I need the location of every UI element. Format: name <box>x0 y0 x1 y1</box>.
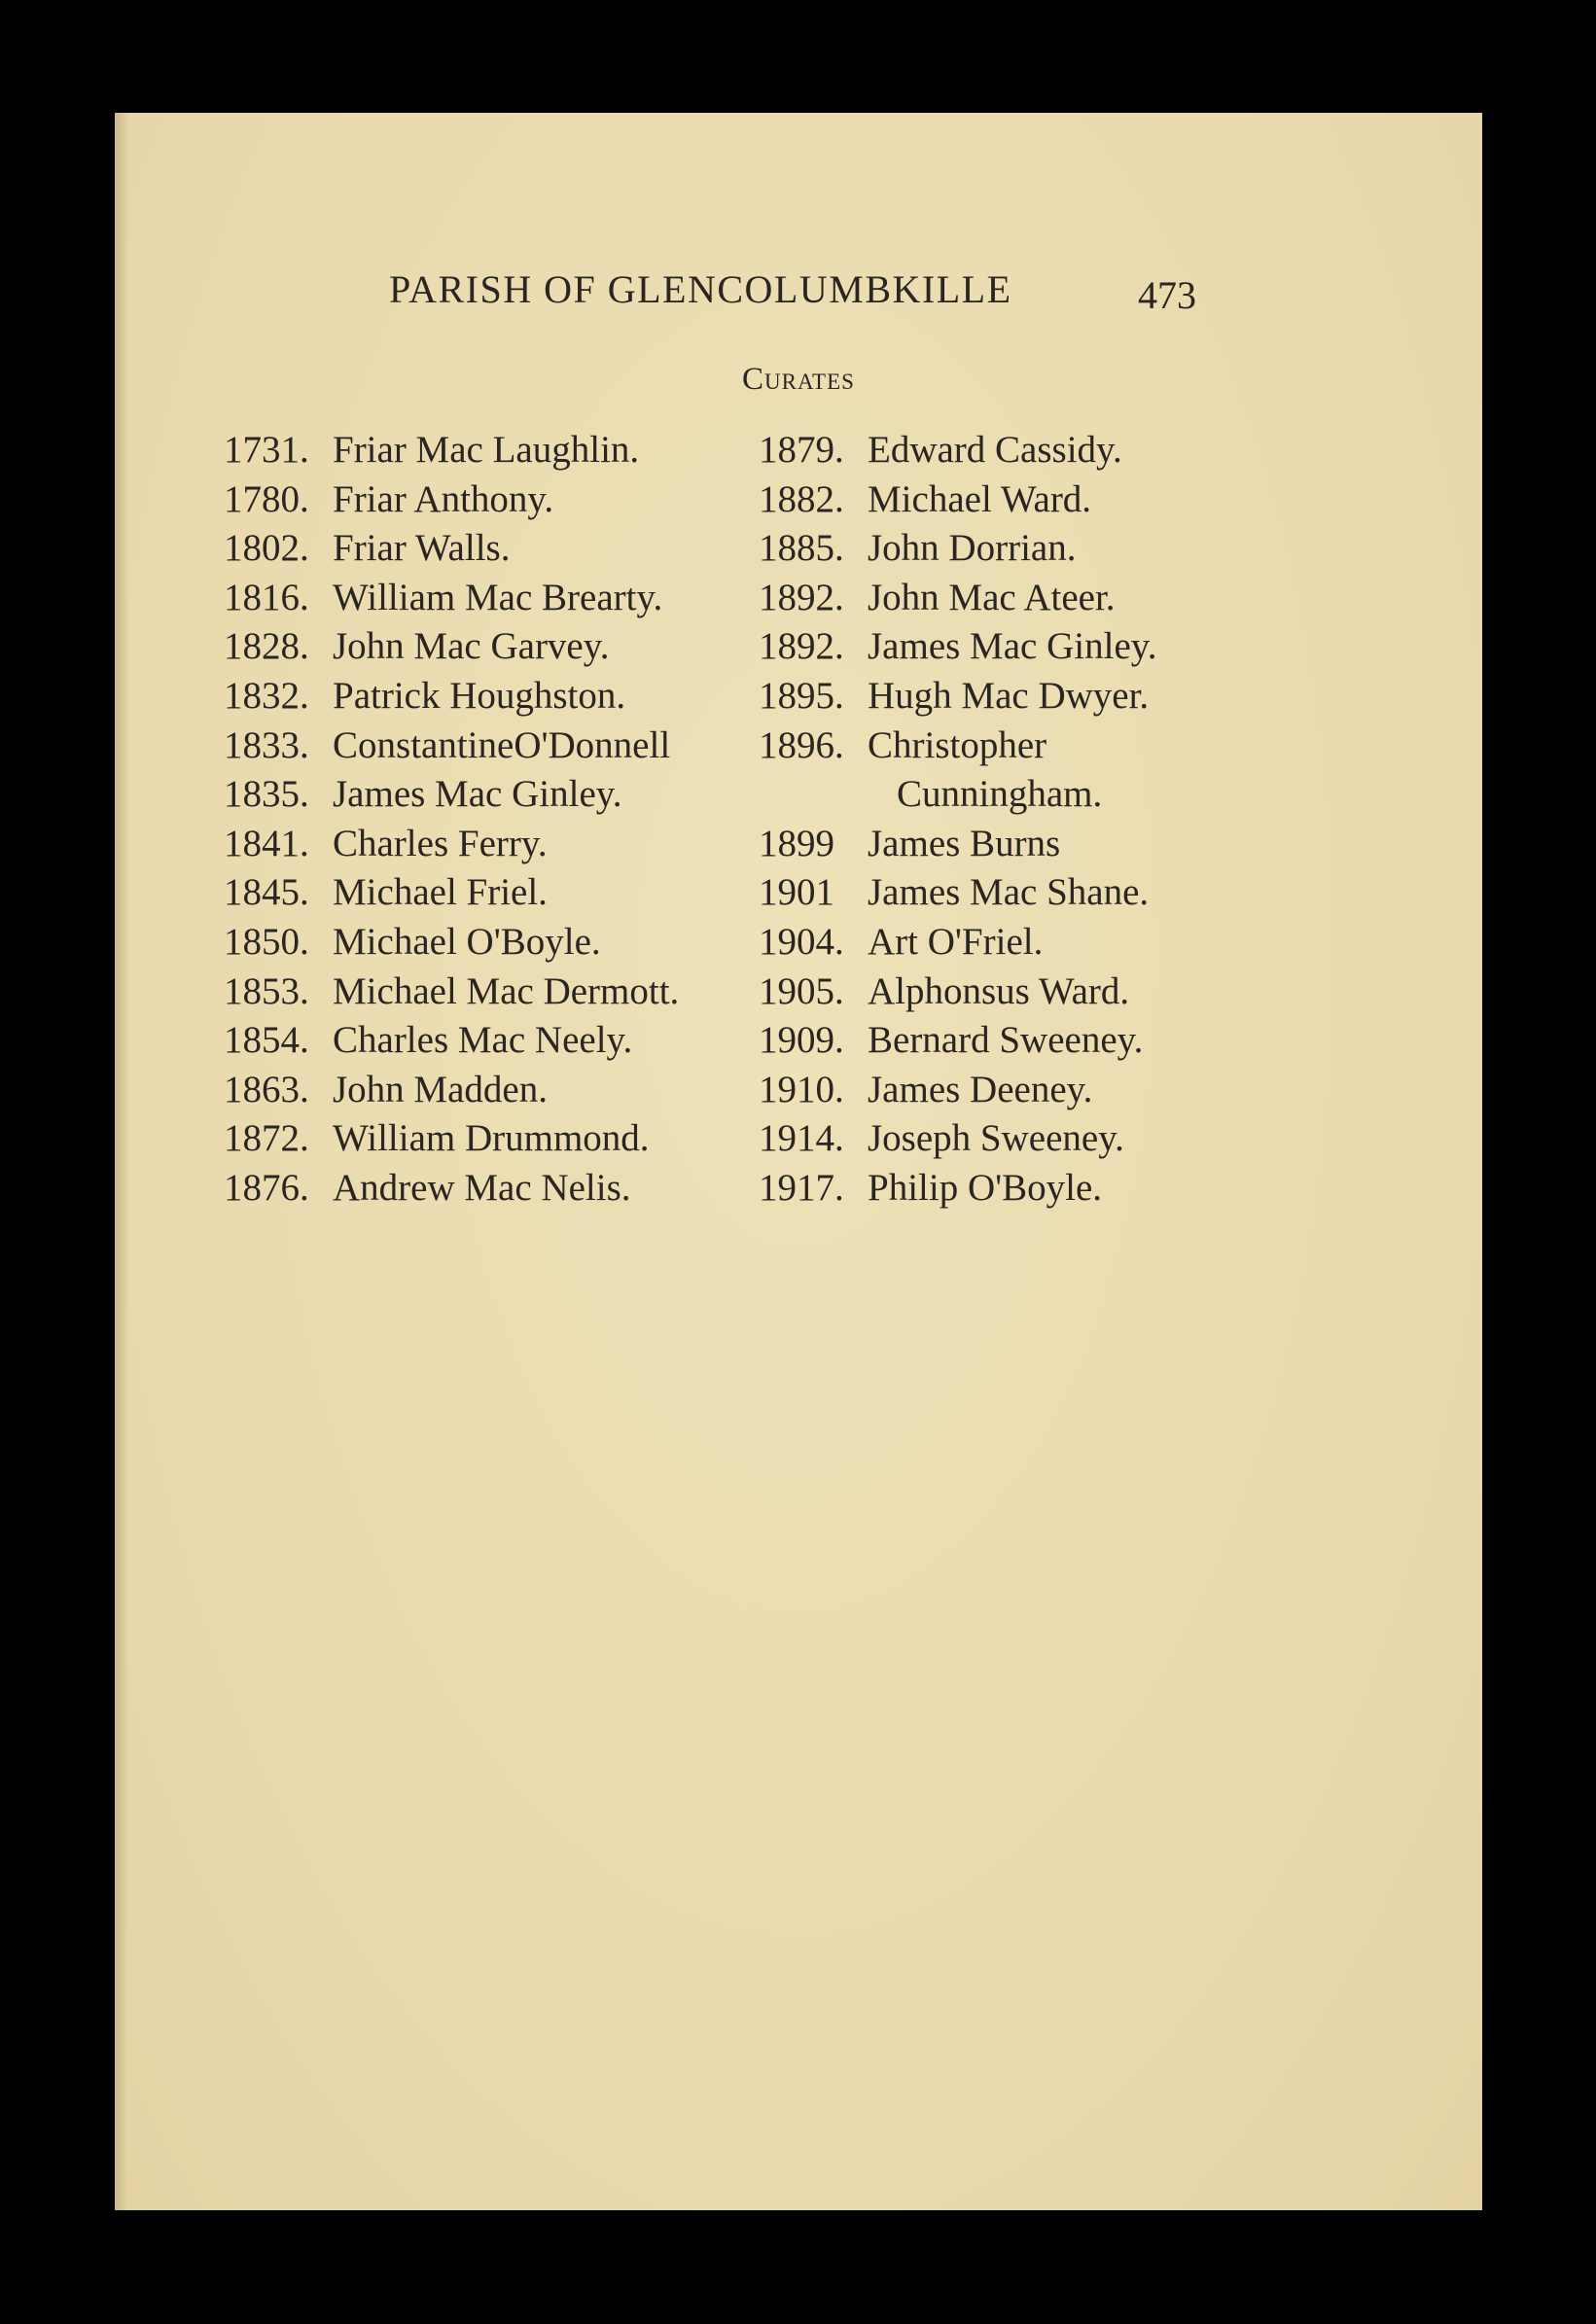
list-item <box>759 968 1381 1017</box>
entry-year: 1896. <box>759 723 844 766</box>
entry-name: ConstantineO'Donnell <box>333 723 671 766</box>
running-head <box>389 266 1196 325</box>
entry-name: James Deeney. <box>868 1068 1093 1110</box>
list-item <box>224 868 768 918</box>
entry-name: Michael Ward. <box>868 477 1092 520</box>
list-item <box>759 918 1381 968</box>
list-item <box>759 1164 1381 1214</box>
entry-name: Friar Mac Laughlin. <box>333 429 640 471</box>
entry-year: 1872. <box>224 1117 309 1160</box>
entry-name: Cunningham. <box>897 773 1103 816</box>
entry-name: John Mac Garvey. <box>333 625 610 668</box>
entry-year: 1816. <box>224 576 309 618</box>
entry-year: 1910. <box>759 1068 844 1110</box>
list-item <box>759 426 1381 475</box>
list-item <box>224 574 768 623</box>
list-item <box>759 622 1381 672</box>
entry-year: 1845. <box>224 871 309 914</box>
entry-name: William Mac Brearty. <box>333 576 663 618</box>
list-item <box>224 770 768 820</box>
list-item <box>224 722 768 771</box>
curates-list-right <box>759 426 1381 1214</box>
page-number: 473 <box>1138 273 1196 317</box>
entry-year: 1882. <box>759 477 844 520</box>
entry-year: 1901 <box>759 871 834 914</box>
list-item <box>759 868 1381 918</box>
entry-name: James Mac Ginley. <box>868 625 1157 668</box>
entry-name: John Madden. <box>333 1068 548 1110</box>
entry-year: 1854. <box>224 1019 309 1062</box>
list-item <box>224 475 768 525</box>
curates-list-left <box>224 426 768 1214</box>
entry-name: Hugh Mac Dwyer. <box>868 674 1150 717</box>
list-item <box>759 770 1381 820</box>
list-item <box>759 1114 1381 1164</box>
entry-name: William Drummond. <box>333 1117 650 1160</box>
list-item <box>224 672 768 722</box>
entry-name: Michael Mac Dermott. <box>333 969 680 1012</box>
entry-year <box>759 770 868 820</box>
entry-name: Patrick Houghston. <box>333 674 626 717</box>
list-item <box>224 820 768 869</box>
entry-name: Christopher <box>868 723 1047 766</box>
entry-year: 1895. <box>759 674 844 717</box>
entry-year: 1876. <box>224 1166 309 1209</box>
book-page <box>115 113 1482 2210</box>
entry-year: 1892. <box>759 625 844 668</box>
entry-name: Art O'Friel. <box>868 920 1044 963</box>
list-item <box>759 574 1381 623</box>
entry-year: 1909. <box>759 1019 844 1062</box>
entry-name: James Mac Shane. <box>868 871 1150 914</box>
entry-name: James Burns <box>868 822 1061 864</box>
entry-name: Andrew Mac Nelis. <box>333 1166 631 1209</box>
entry-name: Alphonsus Ward. <box>868 969 1130 1012</box>
entry-year: 1731. <box>224 429 309 471</box>
list-item <box>759 722 1381 771</box>
entry-name: Bernard Sweeney. <box>868 1019 1144 1062</box>
entry-year: 1780. <box>224 477 309 520</box>
list-item <box>759 820 1381 869</box>
entry-year: 1853. <box>224 969 309 1012</box>
entry-year: 1850. <box>224 920 309 963</box>
list-item <box>759 524 1381 574</box>
entry-year: 1904. <box>759 920 844 963</box>
entry-name: John Dorrian. <box>868 527 1077 570</box>
section-heading: Curates <box>742 362 855 397</box>
entry-name: Friar Walls. <box>333 527 511 570</box>
entry-name: Joseph Sweeney. <box>868 1117 1124 1160</box>
entry-year: 1905. <box>759 969 844 1012</box>
entry-name: Friar Anthony. <box>333 477 554 520</box>
entry-year: 1879. <box>759 429 844 471</box>
list-item <box>224 918 768 968</box>
entry-year: 1832. <box>224 674 309 717</box>
entry-name: Edward Cassidy. <box>868 429 1122 471</box>
entry-year: 1917. <box>759 1166 844 1209</box>
list-item <box>224 968 768 1017</box>
entry-year: 1828. <box>224 625 309 668</box>
page-spine-shadow <box>115 113 128 2210</box>
entry-name: Charles Mac Neely. <box>333 1019 633 1062</box>
entry-name: Michael O'Boyle. <box>333 920 601 963</box>
entry-name: James Mac Ginley. <box>333 773 622 816</box>
entry-year: 1863. <box>224 1068 309 1110</box>
entry-name: John Mac Ateer. <box>868 576 1116 618</box>
entry-year: 1835. <box>224 773 309 816</box>
list-item <box>224 524 768 574</box>
entry-year: 1802. <box>224 527 309 570</box>
list-item <box>224 426 768 475</box>
entry-year: 1892. <box>759 576 844 618</box>
entry-name: Charles Ferry. <box>333 822 548 864</box>
entry-year: 1885. <box>759 527 844 570</box>
list-item <box>224 1164 768 1214</box>
list-item <box>224 622 768 672</box>
entry-year: 1914. <box>759 1117 844 1160</box>
entry-year: 1899 <box>759 822 834 864</box>
list-item <box>759 475 1381 525</box>
list-item <box>759 672 1381 722</box>
list-item <box>224 1114 768 1164</box>
list-item <box>224 1066 768 1115</box>
list-item <box>759 1016 1381 1066</box>
entry-year: 1841. <box>224 822 309 864</box>
running-title: PARISH OF GLENCOLUMBKILLE <box>389 267 1012 311</box>
entry-name: Michael Friel. <box>333 871 548 914</box>
entry-year: 1833. <box>224 723 309 766</box>
list-item <box>224 1016 768 1066</box>
entry-name: Philip O'Boyle. <box>868 1166 1103 1209</box>
list-item <box>759 1066 1381 1115</box>
